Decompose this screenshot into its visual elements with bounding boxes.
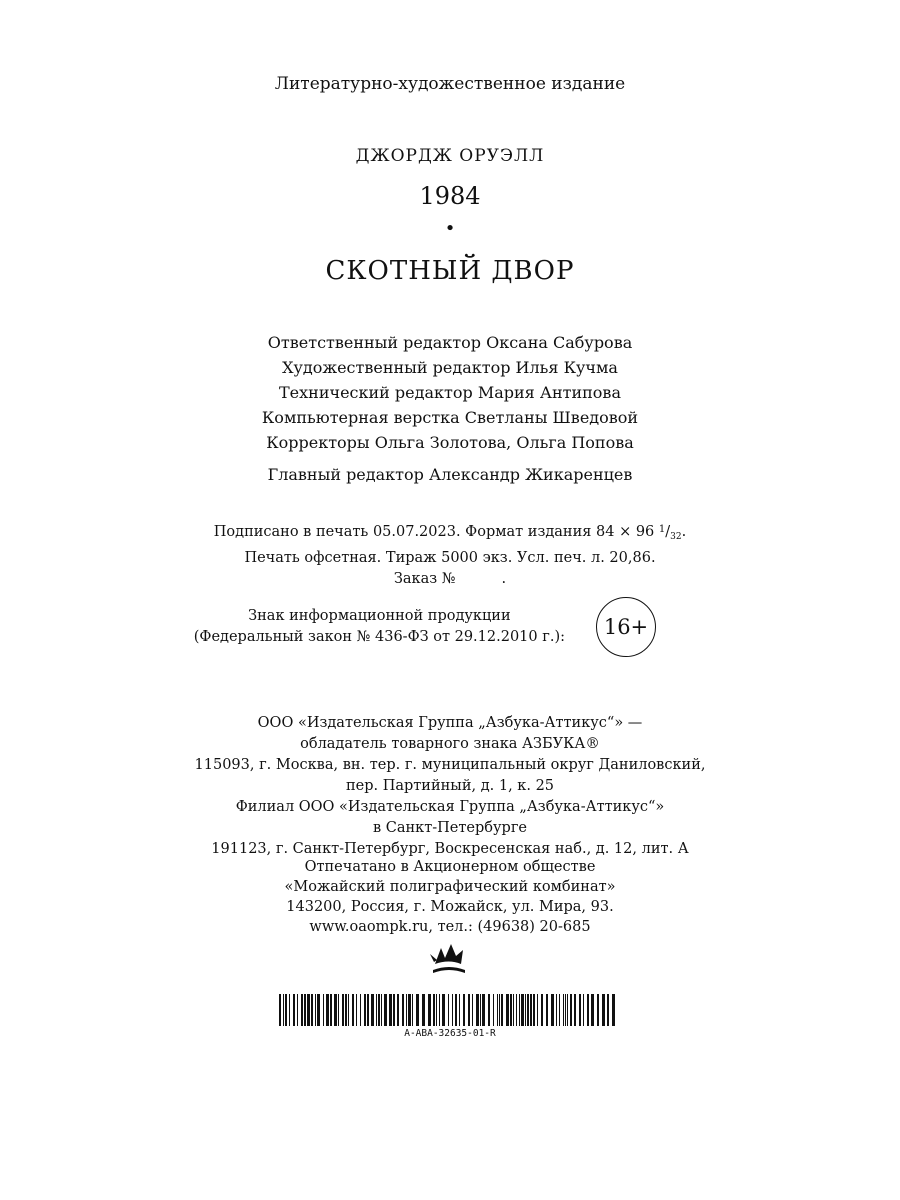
barcode-bar [574,994,576,1026]
barcode-bar [442,994,445,1026]
printer-website: www.oaompk.ru, тел.: (49638) 20-685 [309,919,591,935]
barcode-bar [567,994,568,1026]
barcode-bar [493,994,494,1026]
barcode-bar [279,994,281,1026]
barcode-bar [506,994,509,1026]
print-info-text: Подписано в печать 05.07.2023. Формат издания 84 × 96 [213,524,655,540]
barcode-bar [546,994,548,1026]
barcode-bar [330,994,332,1026]
barcode-bar [304,994,306,1026]
age-rating-text [194,606,565,648]
barcode-number: A-ABA-32635-01-R [404,1028,496,1039]
barcode-bar [472,994,473,1026]
barcode-bar [307,994,310,1026]
publisher-line: Филиал ООО «Издательская Группа „Азбука-Аттикус“» [235,799,665,815]
print-info-end: . [681,524,687,540]
staff-line: Компьютерная верстка Светланы Шведовой [261,408,639,427]
barcode-bar [338,994,339,1026]
barcode-bar [537,994,538,1026]
barcode-bar [311,994,313,1026]
barcode-bar [378,994,380,1026]
printer-line: 143200, Россия, г. Можайск, ул. Мира, 93. [286,899,614,915]
staff-line: Ответственный редактор Оксана Сабурова [267,333,633,352]
publisher-info [0,713,900,860]
barcode-bar [559,994,560,1026]
barcode-bar [389,994,392,1026]
barcode-bar [315,994,316,1026]
barcode-bar [360,994,361,1026]
barcode-bar [439,994,440,1026]
barcode-bar [285,994,287,1026]
barcode-bar [452,994,453,1026]
barcode-bar [326,994,329,1026]
barcode-bar [497,994,498,1026]
barcode-bar [499,994,500,1026]
barcode-bar [459,994,460,1026]
barcode-bar [301,994,303,1026]
barcode-bar [412,994,413,1026]
barcode-bar [376,994,377,1026]
barcode-bar [570,994,572,1026]
barcode-bar [597,994,599,1026]
staff-line: Технический редактор Мария Антипова [279,383,621,402]
barcode-bar [602,994,605,1026]
barcode-bar [579,994,581,1026]
barcode-bar [480,994,481,1026]
barcode-bar [527,994,529,1026]
format-numerator: 1 [658,524,666,535]
barcode-bar [501,994,503,1026]
barcode-bar [516,994,517,1026]
publisher-line: пер. Партийный, д. 1, к. 25 [345,778,555,794]
barcode-bar [563,994,564,1026]
barcode-bar [482,994,485,1026]
book-title-1984: 1984 [419,182,481,210]
barcode-bar [556,994,557,1026]
barcode-bar [530,994,532,1026]
chief-editor: Главный редактор Александр Жикаренцев [267,465,633,484]
barcode-bar [565,994,566,1026]
barcode-bar [551,994,554,1026]
barcode-bar [428,994,431,1026]
barcode-bar [352,994,354,1026]
barcode-bar [519,994,520,1026]
barcode-bar [381,994,382,1026]
barcode-bar [356,994,357,1026]
barcode-bar [345,994,347,1026]
barcode-bar [289,994,290,1026]
barcode-icon [279,994,615,1026]
barcode-bar [533,994,535,1026]
barcode-bar [408,994,411,1026]
author-name: ДЖОРДЖ ОРУЭЛЛ [355,146,545,166]
order-number: Заказ № . [393,571,507,587]
book-title-animal-farm: СКОТНЫЙ ДВОР [325,256,575,286]
barcode-bar [422,994,425,1026]
age-rating-law: (Федеральный закон № 436-ФЗ от 29.12.2010 г.): [193,629,565,645]
age-rating-badge: 16+ [596,597,656,657]
barcode-bar [463,994,465,1026]
barcode-bar [448,994,449,1026]
barcode-bar [397,994,399,1026]
barcode-bar [367,994,369,1026]
edition-type: Литературно-художественное издание [274,74,626,94]
staff-line: Художественный редактор Илья Кучма [282,358,618,377]
barcode-bar [402,994,404,1026]
publisher-logo-icon [429,940,469,974]
publisher-line: обладатель товарного знака АЗБУКА® [300,736,600,752]
barcode-bar [348,994,349,1026]
publisher-line: ООО «Издательская Группа „Азбука-Аттикус“» — [257,715,643,731]
barcode-bar [317,994,320,1026]
printer-line: Отпечатано в Акционерном обществе [304,859,596,875]
publisher-line: 115093, г. Москва, вн. тер. г. муниципальный округ Даниловский, [194,757,706,773]
barcode-bar [521,994,524,1026]
print-info-line: Подписано в печать 05.07.2023. Формат издания 84 × 96 $^1/_{32}$. [213,524,687,542]
publisher-line: в Санкт-Петербурге [373,820,527,836]
publisher-line: 191123, г. Санкт-Петербург, Воскресенская наб., д. 12, лит. А [211,841,689,857]
barcode-bar [334,994,337,1026]
barcode-bar [393,994,395,1026]
barcode-bar [384,994,387,1026]
barcode-bar [416,994,419,1026]
barcode-bar [406,994,407,1026]
age-rating-line: Знак информационной продукции [248,608,511,624]
barcode-bar [293,994,295,1026]
barcode-bar [510,994,512,1026]
barcode-bar [612,994,615,1026]
printer-line: «Можайский полиграфический комбинат» [284,879,616,895]
barcode-bar [364,994,366,1026]
barcode-bar [455,994,457,1026]
barcode-bar [433,994,435,1026]
barcode-bar [436,994,437,1026]
barcode-bar [541,994,543,1026]
barcode-bar [342,994,344,1026]
barcode-bar [513,994,514,1026]
barcode-bar [607,994,609,1026]
staff-line: Корректоры Ольга Золотова, Ольга Попова [266,433,634,452]
barcode-bar [525,994,526,1026]
barcode-bar [488,994,490,1026]
barcode-bar [283,994,284,1026]
barcode-bar [297,994,298,1026]
format-denominator: 32 [670,532,682,542]
barcode-bar [591,994,594,1026]
barcode-bar [583,994,584,1026]
print-info-line: Печать офсетная. Тираж 5000 экз. Усл. печ. л. 20,86. [244,550,656,566]
barcode-bar [371,994,374,1026]
staff-credits [0,330,900,455]
barcode-bar [468,994,470,1026]
barcode-bar [323,994,324,1026]
barcode-bar [476,994,479,1026]
barcode-bar [587,994,589,1026]
print-info [0,519,900,590]
printer-info [0,857,900,937]
title-separator: • [444,218,456,239]
